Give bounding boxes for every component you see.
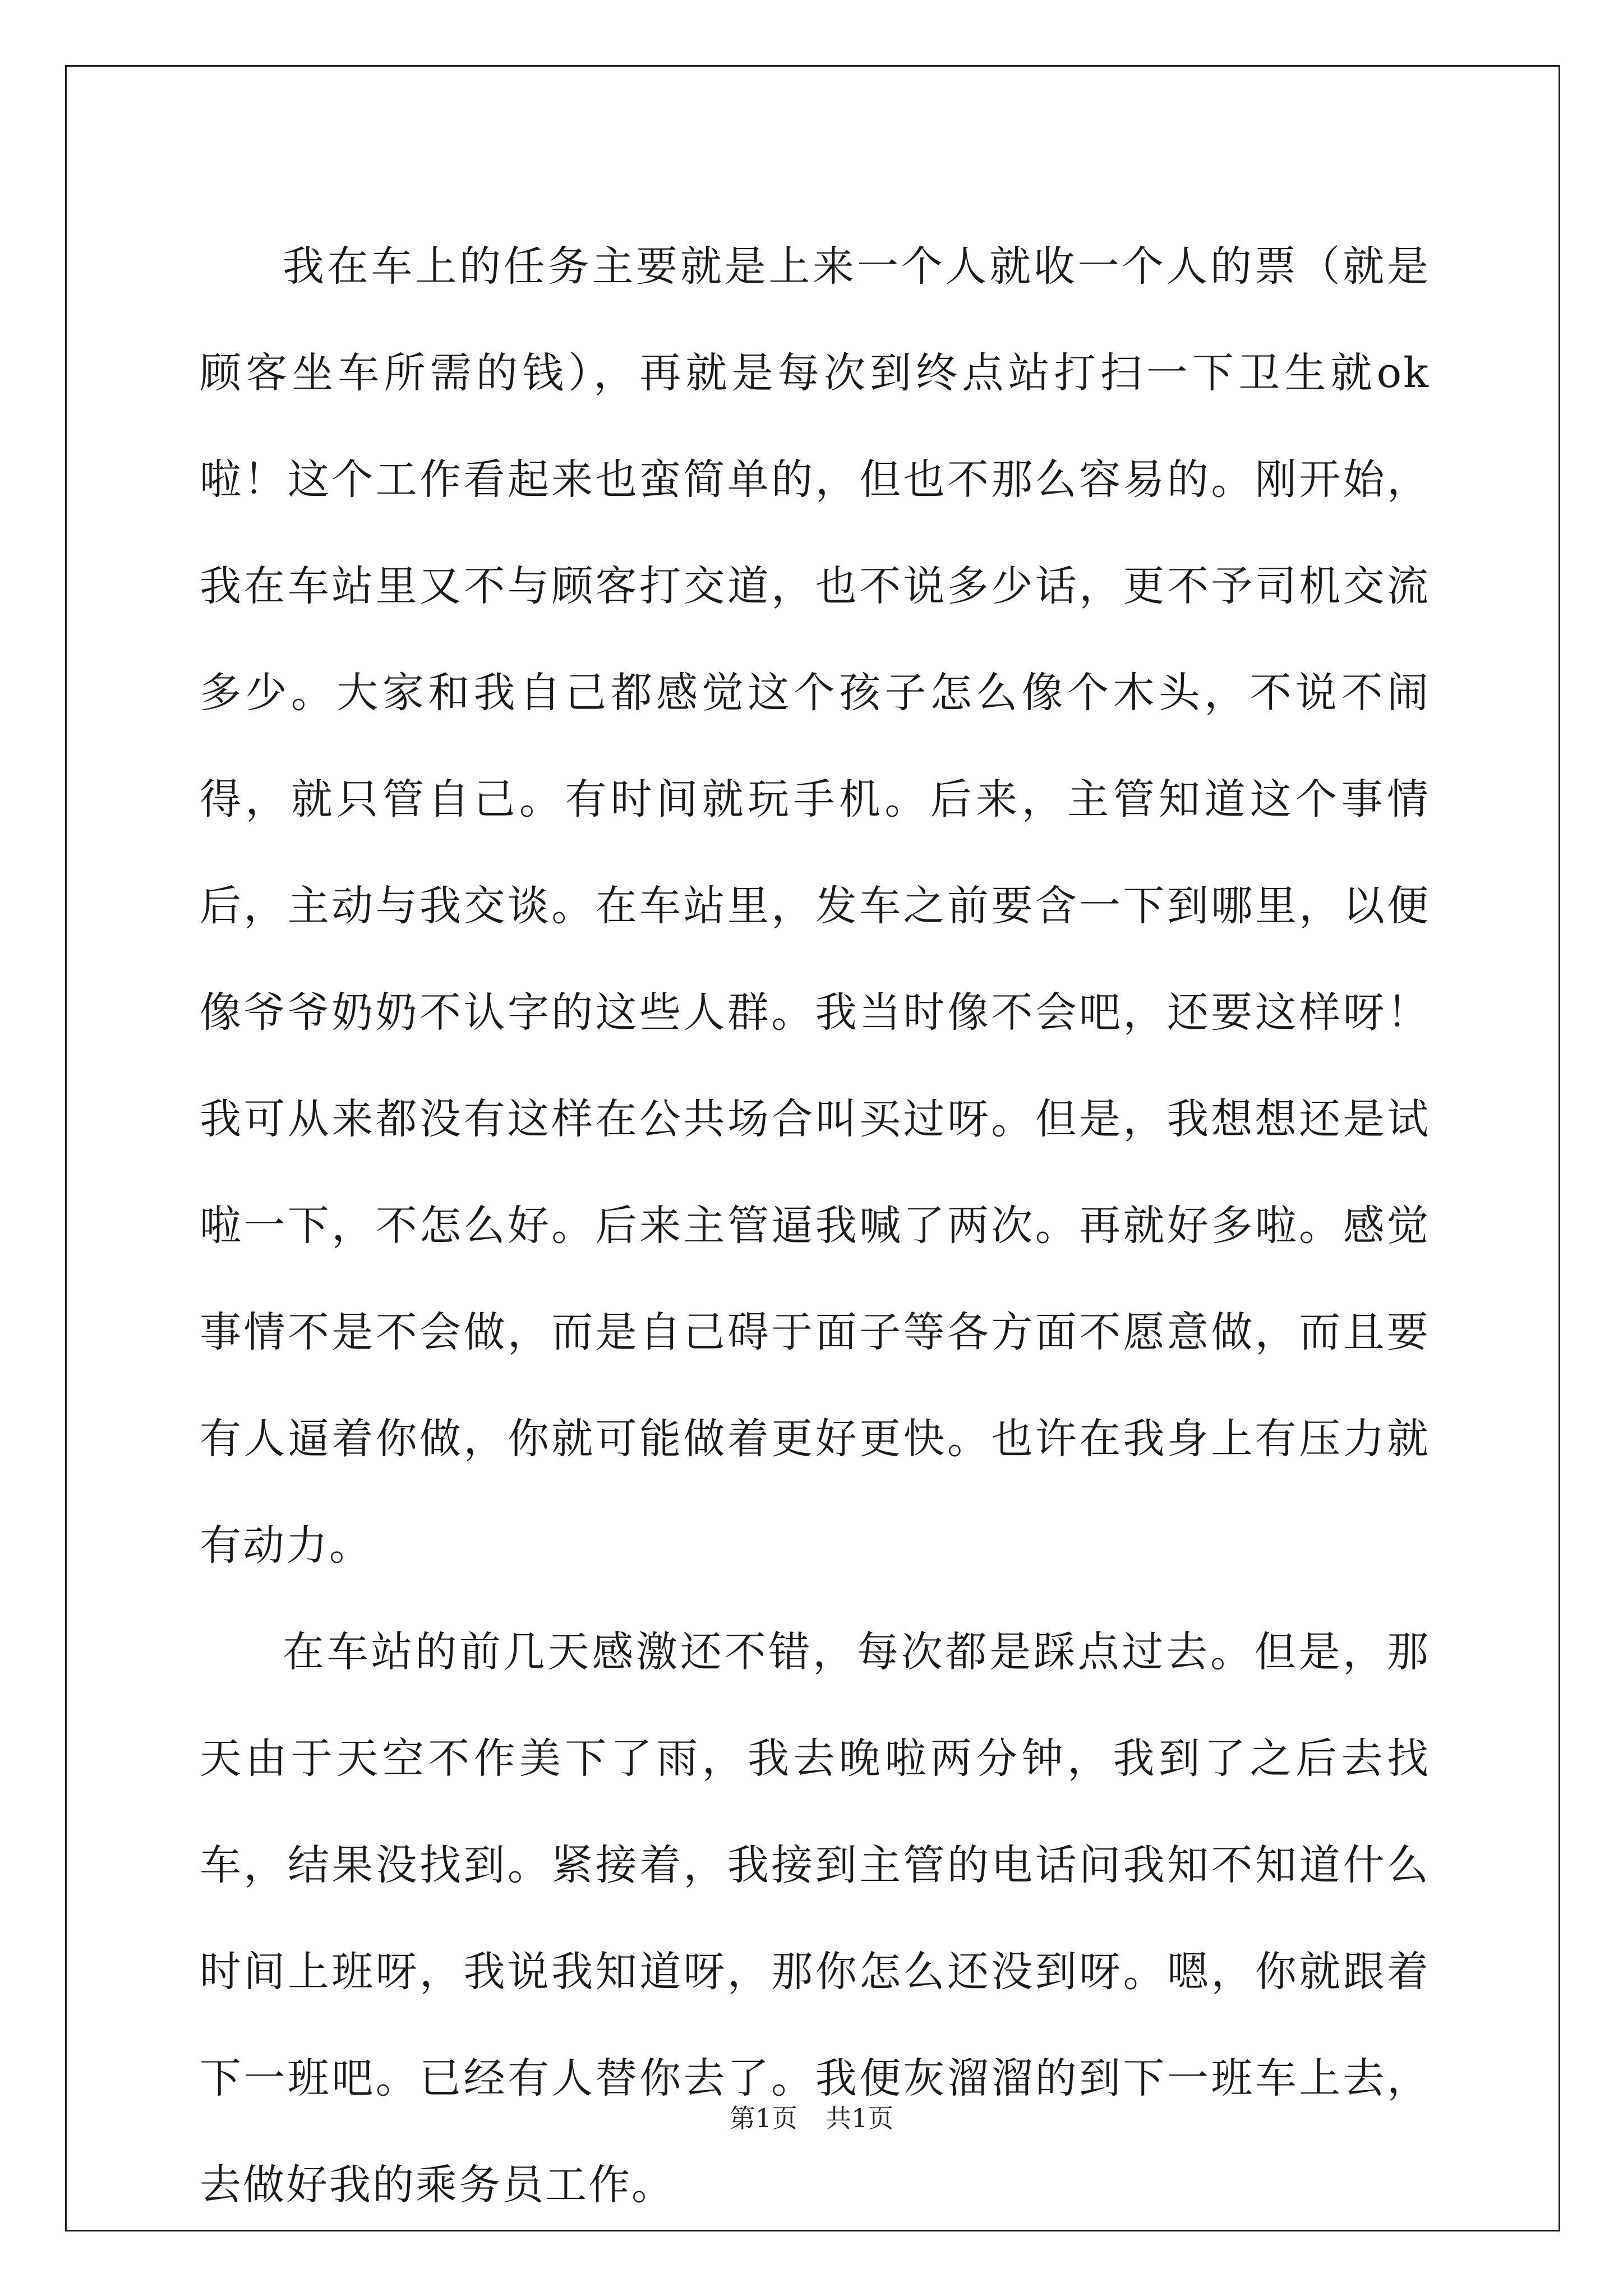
paragraph-1: 我在车上的任务主要就是上来一个人就收一个人的票（就是顾客坐车所需的钱），再就是每次到终点站打扫一下卫生就ok啦！这个工作看起来也蛮简单的，但也不那么容易的。刚开始，我在车站里又不与顾客打交道，也不说多少话，更不予司机交流多少。大家和我自己都感觉这个孩子怎么像个木头，不说不闹得，就只管自己。有时间就玩手机。后来，主管知道这个事情后，主动与我交谈。在车站里，发车之前要含一下到哪里，以便像爷爷奶奶不认字的这些人群。我当时像不会吧，还要这样呀！我可从来都没有这样在公共场合叫买过呀。但是，我想想还是试啦一下，不怎么好。后来主管逼我喊了两次。再就好多啦。感觉事情不是不会做，而是自己碍于面子等各方面不愿意做，而且要有人逼着你做，你就可能做着更好更快。也许在我身上有压力就有动力。 xyxy=(200,242,1430,1570)
paragraph-2: 在车站的前几天感激还不错，每次都是踩点过去。但是，那天由于天空不作美下了雨，我去晚啦两分钟，我到了之后去找车，结果没找到。紧接着，我接到主管的电话问我知不知道什么时间上班呀，我说我知道呀，那你怎么还没到呀。嗯，你就跟着下一班吧。已经有人替你去了。我便灰溜溜的到下一班车上去，去做好我的乘务员工作。 xyxy=(200,1628,1430,2209)
page-total: 共1页 xyxy=(826,2103,894,2133)
page-footer xyxy=(0,2098,1623,2135)
page-number: 第1页 xyxy=(729,2103,797,2133)
document-body xyxy=(200,213,1430,2238)
